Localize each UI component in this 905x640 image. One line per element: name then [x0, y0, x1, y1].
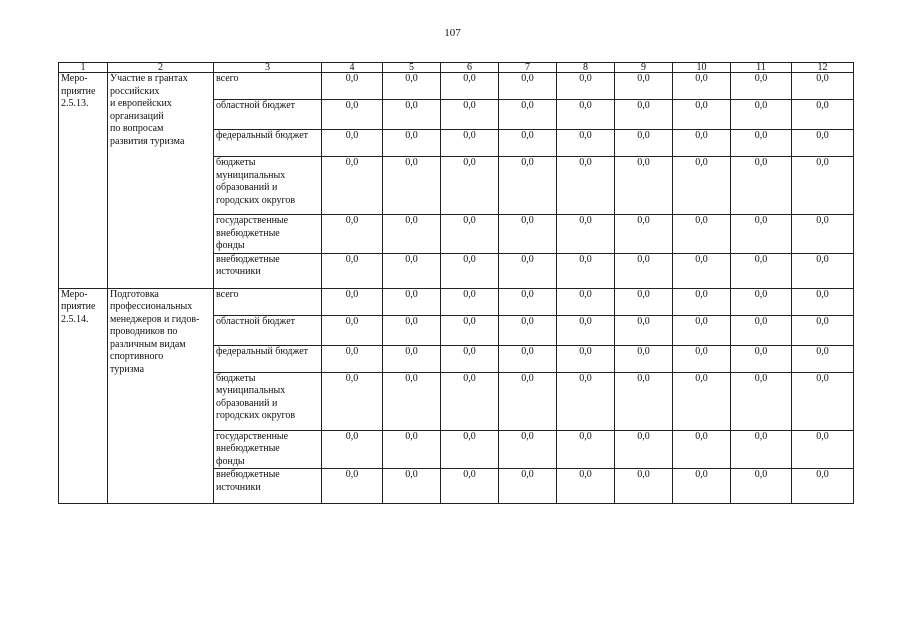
value-cell: 0,0 — [792, 130, 854, 157]
value-cell: 0,0 — [673, 73, 731, 100]
value-cell: 0,0 — [557, 130, 615, 157]
value-cell: 0,0 — [322, 157, 383, 215]
value-cell: 0,0 — [792, 372, 854, 430]
value-cell: 0,0 — [557, 157, 615, 215]
funding-source — [214, 157, 322, 215]
funding-source-text: внебюджетные источники — [216, 469, 280, 493]
column-number-4: 4 — [322, 63, 383, 73]
funding-source — [214, 315, 322, 345]
value-cell: 0,0 — [731, 253, 792, 288]
value-cell: 0,0 — [441, 253, 499, 288]
funding-source — [214, 469, 322, 504]
value-cell: 0,0 — [673, 157, 731, 215]
value-cell: 0,0 — [731, 100, 792, 130]
funding-source-text: государственные внебюджетные фонды — [216, 215, 289, 251]
value-cell: 0,0 — [557, 372, 615, 430]
value-cell: 0,0 — [731, 130, 792, 157]
value-cell: 0,0 — [441, 469, 499, 504]
value-cell: 0,0 — [383, 73, 441, 100]
value-cell: 0,0 — [792, 288, 854, 315]
value-cell: 0,0 — [731, 430, 792, 469]
measure-name — [108, 73, 214, 289]
value-cell: 0,0 — [557, 253, 615, 288]
value-cell: 0,0 — [441, 288, 499, 315]
value-cell: 0,0 — [731, 73, 792, 100]
value-cell: 0,0 — [322, 430, 383, 469]
value-cell: 0,0 — [383, 157, 441, 215]
funding-source-text: бюджеты муниципальных образований и городских округов — [216, 372, 296, 421]
value-cell: 0,0 — [615, 215, 673, 254]
value-cell: 0,0 — [673, 469, 731, 504]
value-cell: 0,0 — [731, 372, 792, 430]
value-cell: 0,0 — [499, 100, 557, 130]
value-cell: 0,0 — [615, 372, 673, 430]
value-cell: 0,0 — [322, 73, 383, 100]
value-cell: 0,0 — [322, 100, 383, 130]
value-cell: 0,0 — [383, 288, 441, 315]
funding-source-text: всего — [216, 73, 239, 84]
value-cell: 0,0 — [322, 372, 383, 430]
funding-source-text: федеральный бюджет — [216, 130, 309, 141]
value-cell: 0,0 — [441, 430, 499, 469]
column-number-5: 5 — [383, 63, 441, 73]
value-cell: 0,0 — [383, 253, 441, 288]
value-cell: 0,0 — [792, 157, 854, 215]
value-cell: 0,0 — [615, 130, 673, 157]
funding-source — [214, 253, 322, 288]
value-cell: 0,0 — [557, 315, 615, 345]
column-number-7: 7 — [499, 63, 557, 73]
value-cell: 0,0 — [792, 100, 854, 130]
value-cell: 0,0 — [731, 157, 792, 215]
value-cell: 0,0 — [557, 73, 615, 100]
funding-source-text: внебюджетные источники — [216, 253, 280, 277]
column-number-1: 1 — [59, 63, 108, 73]
value-cell: 0,0 — [441, 100, 499, 130]
value-cell: 0,0 — [557, 430, 615, 469]
value-cell: 0,0 — [792, 345, 854, 372]
value-cell: 0,0 — [499, 288, 557, 315]
value-cell: 0,0 — [673, 345, 731, 372]
value-cell: 0,0 — [383, 430, 441, 469]
table-row — [59, 288, 854, 315]
value-cell: 0,0 — [731, 315, 792, 345]
value-cell: 0,0 — [792, 430, 854, 469]
value-cell: 0,0 — [731, 215, 792, 254]
value-cell: 0,0 — [615, 253, 673, 288]
measure-label-text: Меро- приятие 2.5.13. — [61, 73, 96, 109]
page-number: 107 — [444, 27, 461, 39]
value-cell: 0,0 — [322, 130, 383, 157]
value-cell: 0,0 — [615, 315, 673, 345]
value-cell: 0,0 — [673, 372, 731, 430]
value-cell: 0,0 — [673, 288, 731, 315]
measure-name — [108, 288, 214, 504]
column-number-9: 9 — [615, 63, 673, 73]
value-cell: 0,0 — [557, 288, 615, 315]
funding-source — [214, 430, 322, 469]
value-cell: 0,0 — [731, 469, 792, 504]
funding-table — [58, 62, 854, 504]
value-cell: 0,0 — [792, 469, 854, 504]
value-cell: 0,0 — [322, 315, 383, 345]
value-cell: 0,0 — [557, 345, 615, 372]
funding-source-text: федеральный бюджет — [216, 345, 309, 357]
value-cell: 0,0 — [383, 345, 441, 372]
measure-label-text: Меро- приятие 2.5.14. — [61, 288, 96, 325]
value-cell: 0,0 — [615, 157, 673, 215]
column-number-12: 12 — [792, 63, 854, 73]
funding-source — [214, 100, 322, 130]
value-cell: 0,0 — [731, 345, 792, 372]
column-number-8: 8 — [557, 63, 615, 73]
value-cell: 0,0 — [499, 430, 557, 469]
funding-source — [214, 215, 322, 254]
value-cell: 0,0 — [673, 253, 731, 288]
value-cell: 0,0 — [615, 73, 673, 100]
value-cell: 0,0 — [557, 469, 615, 504]
column-number-3: 3 — [214, 63, 322, 73]
value-cell: 0,0 — [322, 345, 383, 372]
value-cell: 0,0 — [383, 372, 441, 430]
funding-source — [214, 372, 322, 430]
value-cell: 0,0 — [322, 253, 383, 288]
measure-label — [59, 73, 108, 289]
value-cell: 0,0 — [499, 73, 557, 100]
value-cell: 0,0 — [441, 372, 499, 430]
column-number-row — [59, 63, 854, 73]
value-cell: 0,0 — [499, 215, 557, 254]
funding-source-text: бюджеты муниципальных образований и городских округов — [216, 157, 296, 206]
value-cell: 0,0 — [441, 130, 499, 157]
column-number-11: 11 — [731, 63, 792, 73]
value-cell: 0,0 — [673, 315, 731, 345]
value-cell: 0,0 — [499, 130, 557, 157]
value-cell: 0,0 — [499, 345, 557, 372]
value-cell: 0,0 — [499, 469, 557, 504]
value-cell: 0,0 — [441, 215, 499, 254]
value-cell: 0,0 — [731, 288, 792, 315]
value-cell: 0,0 — [499, 315, 557, 345]
value-cell: 0,0 — [615, 430, 673, 469]
value-cell: 0,0 — [792, 253, 854, 288]
column-number-10: 10 — [673, 63, 731, 73]
value-cell: 0,0 — [441, 315, 499, 345]
measure-label — [59, 288, 108, 504]
value-cell: 0,0 — [322, 215, 383, 254]
value-cell: 0,0 — [383, 130, 441, 157]
funding-source — [214, 345, 322, 372]
value-cell: 0,0 — [441, 73, 499, 100]
value-cell: 0,0 — [322, 288, 383, 315]
value-cell: 0,0 — [792, 315, 854, 345]
funding-source-text: государственные внебюджетные фонды — [216, 430, 289, 467]
funding-source — [214, 130, 322, 157]
table-row — [59, 73, 854, 100]
value-cell: 0,0 — [615, 288, 673, 315]
funding-source-text: областной бюджет — [216, 315, 296, 327]
value-cell: 0,0 — [383, 215, 441, 254]
value-cell: 0,0 — [499, 157, 557, 215]
value-cell: 0,0 — [441, 157, 499, 215]
value-cell: 0,0 — [792, 215, 854, 254]
value-cell: 0,0 — [383, 469, 441, 504]
funding-source — [214, 73, 322, 100]
value-cell: 0,0 — [615, 345, 673, 372]
value-cell: 0,0 — [673, 215, 731, 254]
funding-source-text: всего — [216, 288, 239, 300]
value-cell: 0,0 — [557, 215, 615, 254]
value-cell: 0,0 — [673, 100, 731, 130]
value-cell: 0,0 — [383, 100, 441, 130]
value-cell: 0,0 — [615, 469, 673, 504]
value-cell: 0,0 — [673, 130, 731, 157]
value-cell: 0,0 — [615, 100, 673, 130]
value-cell: 0,0 — [792, 73, 854, 100]
value-cell: 0,0 — [557, 100, 615, 130]
measure-name-text: Подготовка профессиональных менеджеров и гидов- проводников по различным видам спортивного туризма — [110, 288, 200, 375]
funding-source-text: областной бюджет — [216, 100, 296, 111]
value-cell: 0,0 — [441, 345, 499, 372]
value-cell: 0,0 — [322, 469, 383, 504]
value-cell: 0,0 — [383, 315, 441, 345]
column-number-6: 6 — [441, 63, 499, 73]
value-cell: 0,0 — [499, 372, 557, 430]
funding-source — [214, 288, 322, 315]
value-cell: 0,0 — [673, 430, 731, 469]
value-cell: 0,0 — [499, 253, 557, 288]
column-number-2: 2 — [108, 63, 214, 73]
measure-name-text: Участие в грантах российских и европейских организаций по вопросам развития туризма — [110, 73, 188, 147]
